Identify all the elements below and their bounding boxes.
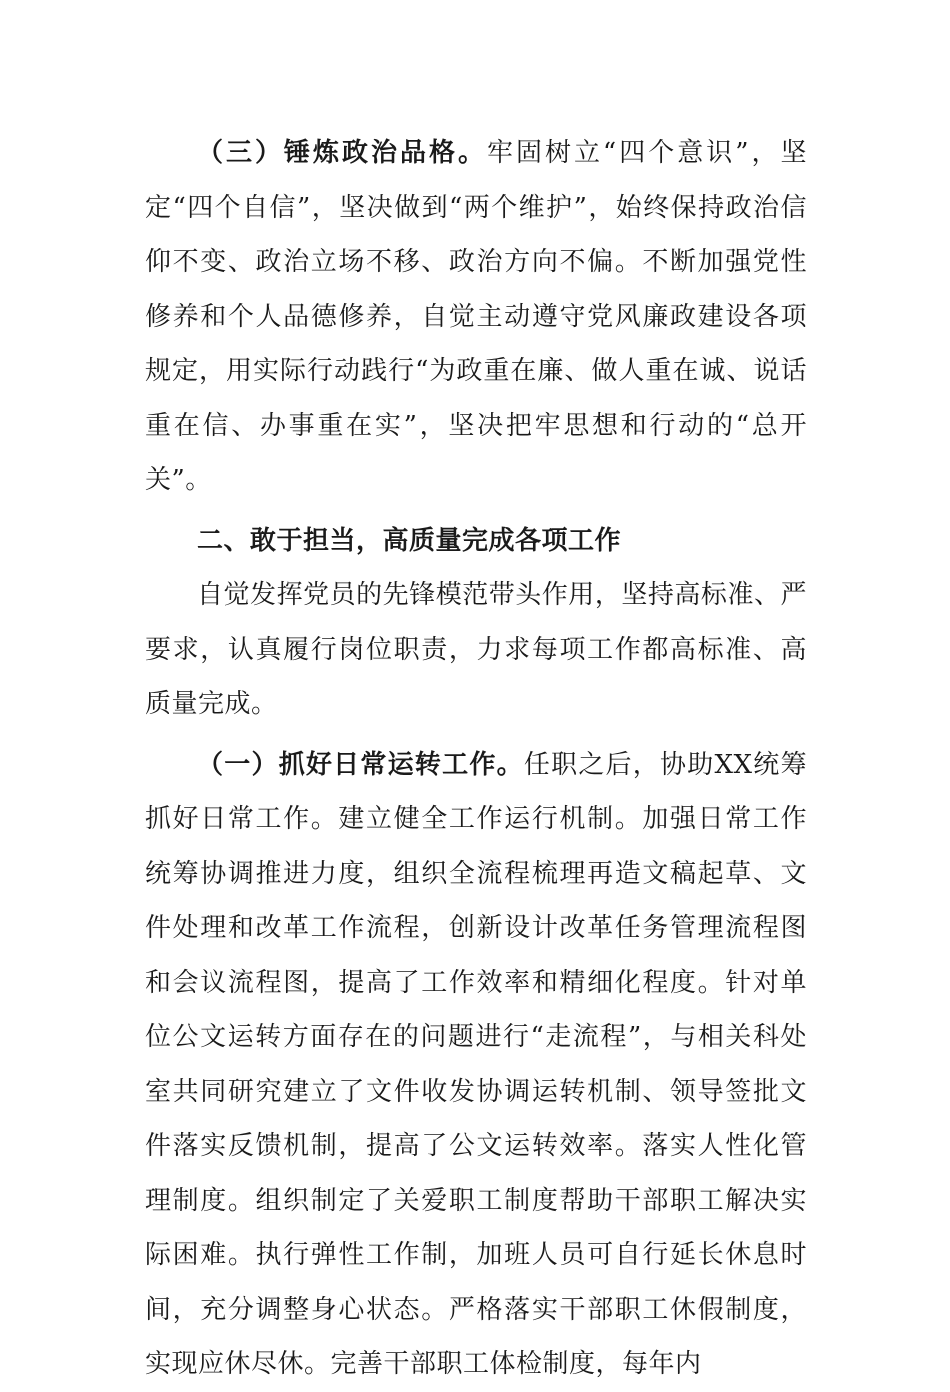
section-1-text: 任职之后，协助XX统筹抓好日常工作。建立健全工作运行机制。加强日常工作统筹协调推进力度，组织全流程梳理再造文稿起草、文件处理和改革工作流程，创新设计改革任务管理流程图和会议流程图，提高了工作效率和精细化程度。针对单位公文运转方面存在的问题进行“走流程”，与相关科处室共同研究建立了文件收发协调运转机制、领导签批文件落实反馈机制，提高了公文运转效率。落实人性化管理制度。组织制定了关爱职工制度帮助干部职工解决实际困难。执行弹性工作制，加班人员可自行延长休息时间，充分调整身心状态。严格落实干部职工休假制度，实现应休尽休。完善干部职工体检制度，每年内 — [145, 749, 807, 1379]
document-body — [145, 126, 807, 1392]
paragraph-section-3 — [145, 126, 807, 508]
section-1-title: （一）抓好日常运转工作。 — [197, 749, 524, 780]
paragraph-section-1 — [145, 738, 807, 1392]
section-3-title: （三）锤炼政治品格。 — [197, 138, 487, 168]
heading-part-2: 二、敢于担当，高质量完成各项工作 — [197, 525, 622, 556]
paragraph-intro: 自觉发挥党员的先锋模范带头作用，坚持高标准、严要求，认真履行岗位职责，力求每项工作都高标准、高质量完成。 — [145, 580, 807, 719]
section-3-text: 牢固树立“四个意识”，坚定“四个自信”，坚决做到“两个维护”，始终保持政治信仰不变、政治立场不移、政治方向不偏。不断加强党性修养和个人品德修养，自觉主动遵守党风廉政建设各项规定，用实际行动践行“为政重在廉、做人重在诚、说话重在信、办事重在实”，坚决把牢思想和行动的“总开关”。 — [145, 138, 807, 495]
